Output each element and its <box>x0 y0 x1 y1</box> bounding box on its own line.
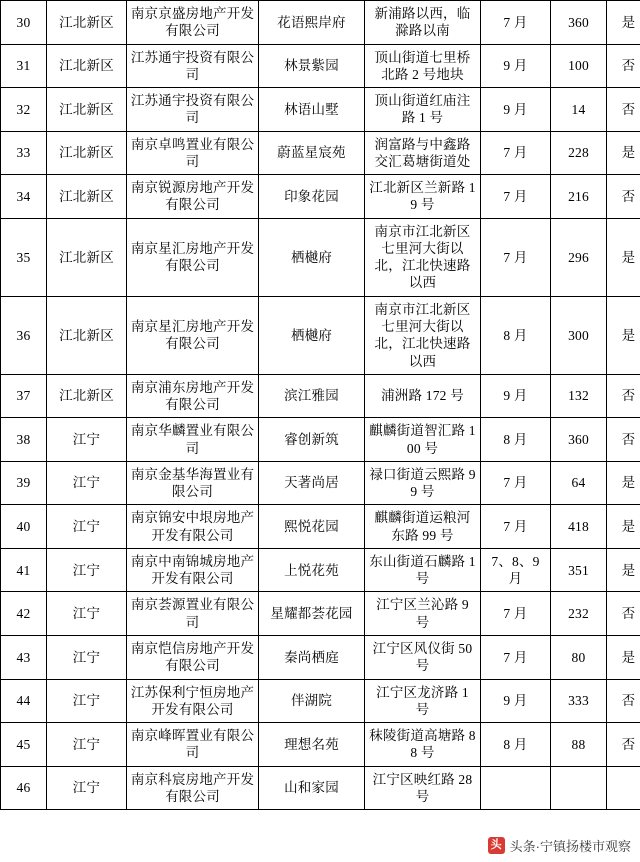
cell-district: 江北新区 <box>47 131 127 175</box>
table-row <box>1 296 640 374</box>
cell-index: 37 <box>1 374 47 418</box>
cell-month: 7 月 <box>481 1 551 45</box>
cell-company: 南京中南锦城房地产开发有限公司 <box>127 548 259 592</box>
cell-availability: 是 <box>607 131 640 175</box>
cell-district: 江宁 <box>47 548 127 592</box>
cell-availability: 是 <box>607 461 640 505</box>
cell-district: 江北新区 <box>47 88 127 132</box>
cell-project: 栖樾府 <box>259 218 365 296</box>
cell-availability: 是 <box>607 548 640 592</box>
cell-company: 南京金基华海置业有限公司 <box>127 461 259 505</box>
cell-location: 江宁区龙济路 1 号 <box>365 679 481 723</box>
cell-count: 333 <box>551 679 607 723</box>
cell-location: 顶山街道七里桥北路 2 号地块 <box>365 44 481 88</box>
table-row <box>1 505 640 549</box>
cell-count: 88 <box>551 723 607 767</box>
table-row <box>1 679 640 723</box>
cell-index: 42 <box>1 592 47 636</box>
cell-month: 7 月 <box>481 131 551 175</box>
cell-availability: 是 <box>607 218 640 296</box>
cell-location: 东山街道石麟路 1 号 <box>365 548 481 592</box>
cell-project: 天著尚居 <box>259 461 365 505</box>
cell-index: 38 <box>1 418 47 462</box>
watermark-label: 头条·宁镇扬楼市观察 <box>509 839 631 854</box>
cell-index: 44 <box>1 679 47 723</box>
cell-project: 林语山墅 <box>259 88 365 132</box>
cell-availability: 否 <box>607 679 640 723</box>
table-body <box>1 1 640 810</box>
cell-count: 100 <box>551 44 607 88</box>
cell-index: 43 <box>1 635 47 679</box>
cell-location: 禄口街道云熙路 99 号 <box>365 461 481 505</box>
cell-month: 9 月 <box>481 44 551 88</box>
cell-availability: 否 <box>607 175 640 219</box>
cell-availability: 否 <box>607 592 640 636</box>
cell-company: 南京京盛房地产开发有限公司 <box>127 1 259 45</box>
cell-project: 理想名苑 <box>259 723 365 767</box>
cell-month: 7 月 <box>481 175 551 219</box>
cell-index: 32 <box>1 88 47 132</box>
cell-count: 64 <box>551 461 607 505</box>
cell-company: 南京星汇房地产开发有限公司 <box>127 296 259 374</box>
cell-count: 300 <box>551 296 607 374</box>
cell-company: 南京星汇房地产开发有限公司 <box>127 218 259 296</box>
cell-index: 41 <box>1 548 47 592</box>
cell-company: 南京锦安中垠房地产开发有限公司 <box>127 505 259 549</box>
cell-index: 30 <box>1 1 47 45</box>
cell-district: 江宁 <box>47 635 127 679</box>
cell-location: 麒麟街道运粮河东路 99 号 <box>365 505 481 549</box>
cell-project: 山和家园 <box>259 766 365 810</box>
cell-availability: 是 <box>607 505 640 549</box>
cell-location: 江宁区兰沁路 9 号 <box>365 592 481 636</box>
cell-location: 秣陵街道高塘路 88 号 <box>365 723 481 767</box>
cell-project: 秦尚栖庭 <box>259 635 365 679</box>
cell-company: 南京卓鸣置业有限公司 <box>127 131 259 175</box>
cell-month: 8 月 <box>481 418 551 462</box>
cell-district: 江宁 <box>47 505 127 549</box>
cell-district: 江北新区 <box>47 296 127 374</box>
cell-count: 80 <box>551 635 607 679</box>
cell-location: 顶山街道红庙注路 1 号 <box>365 88 481 132</box>
cell-index: 33 <box>1 131 47 175</box>
cell-location: 南京市江北新区七里河大街以北，江北快速路以西 <box>365 218 481 296</box>
cell-location: 麒麟街道智汇路 100 号 <box>365 418 481 462</box>
cell-project: 花语熙岸府 <box>259 1 365 45</box>
table-row <box>1 592 640 636</box>
cell-project: 林景紫园 <box>259 44 365 88</box>
cell-company: 江苏通宇投资有限公司 <box>127 44 259 88</box>
cell-project: 栖樾府 <box>259 296 365 374</box>
cell-district: 江宁 <box>47 679 127 723</box>
cell-project: 滨江雅园 <box>259 374 365 418</box>
cell-availability: 否 <box>607 723 640 767</box>
cell-company: 南京科宸房地产开发有限公司 <box>127 766 259 810</box>
cell-location: 江宁区风仪街 50 号 <box>365 635 481 679</box>
cell-count: 216 <box>551 175 607 219</box>
cell-index: 34 <box>1 175 47 219</box>
table-row <box>1 44 640 88</box>
cell-district: 江北新区 <box>47 175 127 219</box>
table-row <box>1 461 640 505</box>
watermark <box>485 835 634 856</box>
cell-project: 睿创新筑 <box>259 418 365 462</box>
table-row <box>1 88 640 132</box>
cell-company: 南京锐源房地产开发有限公司 <box>127 175 259 219</box>
table-row <box>1 723 640 767</box>
cell-count: 360 <box>551 418 607 462</box>
cell-project: 星耀都荟花园 <box>259 592 365 636</box>
table-row <box>1 418 640 462</box>
cell-location: 江宁区映红路 28 号 <box>365 766 481 810</box>
cell-availability: 是 <box>607 635 640 679</box>
cell-index: 35 <box>1 218 47 296</box>
cell-company: 南京荟源置业有限公司 <box>127 592 259 636</box>
cell-count: 351 <box>551 548 607 592</box>
cell-month: 9 月 <box>481 679 551 723</box>
cell-index: 36 <box>1 296 47 374</box>
cell-month: 7 月 <box>481 505 551 549</box>
cell-district: 江北新区 <box>47 1 127 45</box>
cell-month: 7 月 <box>481 461 551 505</box>
cell-month: 8 月 <box>481 296 551 374</box>
cell-availability: 否 <box>607 44 640 88</box>
cell-location: 浦洲路 172 号 <box>365 374 481 418</box>
cell-month: 9 月 <box>481 374 551 418</box>
cell-availability: 否 <box>607 88 640 132</box>
cell-index: 45 <box>1 723 47 767</box>
toutiao-logo-icon: 头 <box>488 837 505 854</box>
cell-project: 上悦花苑 <box>259 548 365 592</box>
cell-count: 232 <box>551 592 607 636</box>
cell-district: 江北新区 <box>47 374 127 418</box>
cell-count: 14 <box>551 88 607 132</box>
cell-location: 润富路与中鑫路交汇葛塘街道处 <box>365 131 481 175</box>
cell-district: 江宁 <box>47 418 127 462</box>
cell-availability: 是 <box>607 1 640 45</box>
cell-location: 南京市江北新区七里河大街以北，江北快速路以西 <box>365 296 481 374</box>
cell-district: 江宁 <box>47 766 127 810</box>
cell-index: 40 <box>1 505 47 549</box>
cell-location: 新浦路以西，临滁路以南 <box>365 1 481 45</box>
cell-district: 江宁 <box>47 592 127 636</box>
cell-count <box>551 766 607 810</box>
cell-district: 江北新区 <box>47 218 127 296</box>
table-row <box>1 175 640 219</box>
cell-month: 8 月 <box>481 723 551 767</box>
cell-project: 印象花园 <box>259 175 365 219</box>
table-row <box>1 766 640 810</box>
cell-company: 南京恺信房地产开发有限公司 <box>127 635 259 679</box>
cell-project: 熙悦花园 <box>259 505 365 549</box>
cell-month: 7 月 <box>481 218 551 296</box>
table-row <box>1 131 640 175</box>
cell-location: 江北新区兰新路 19 号 <box>365 175 481 219</box>
cell-company: 江苏保利宁恒房地产开发有限公司 <box>127 679 259 723</box>
cell-district: 江宁 <box>47 461 127 505</box>
cell-month: 7 月 <box>481 635 551 679</box>
table-row <box>1 374 640 418</box>
cell-month: 7、8、9 月 <box>481 548 551 592</box>
cell-count: 360 <box>551 1 607 45</box>
table-row <box>1 548 640 592</box>
cell-month: 9 月 <box>481 88 551 132</box>
cell-count: 296 <box>551 218 607 296</box>
cell-month <box>481 766 551 810</box>
cell-availability: 是 <box>607 296 640 374</box>
cell-month: 7 月 <box>481 592 551 636</box>
cell-project: 伴湖院 <box>259 679 365 723</box>
cell-district: 江宁 <box>47 723 127 767</box>
cell-company: 南京华麟置业有限公司 <box>127 418 259 462</box>
table-row <box>1 635 640 679</box>
table-row <box>1 218 640 296</box>
cell-company: 南京浦东房地产开发有限公司 <box>127 374 259 418</box>
cell-project: 蔚蓝星宸苑 <box>259 131 365 175</box>
cell-company: 南京峰晖置业有限公司 <box>127 723 259 767</box>
cell-count: 132 <box>551 374 607 418</box>
cell-index: 46 <box>1 766 47 810</box>
cell-count: 228 <box>551 131 607 175</box>
cell-availability: 否 <box>607 418 640 462</box>
cell-company: 江苏通宇投资有限公司 <box>127 88 259 132</box>
cell-index: 31 <box>1 44 47 88</box>
cell-availability <box>607 766 640 810</box>
cell-count: 418 <box>551 505 607 549</box>
cell-district: 江北新区 <box>47 44 127 88</box>
table-row <box>1 1 640 45</box>
cell-availability: 否 <box>607 374 640 418</box>
cell-index: 39 <box>1 461 47 505</box>
